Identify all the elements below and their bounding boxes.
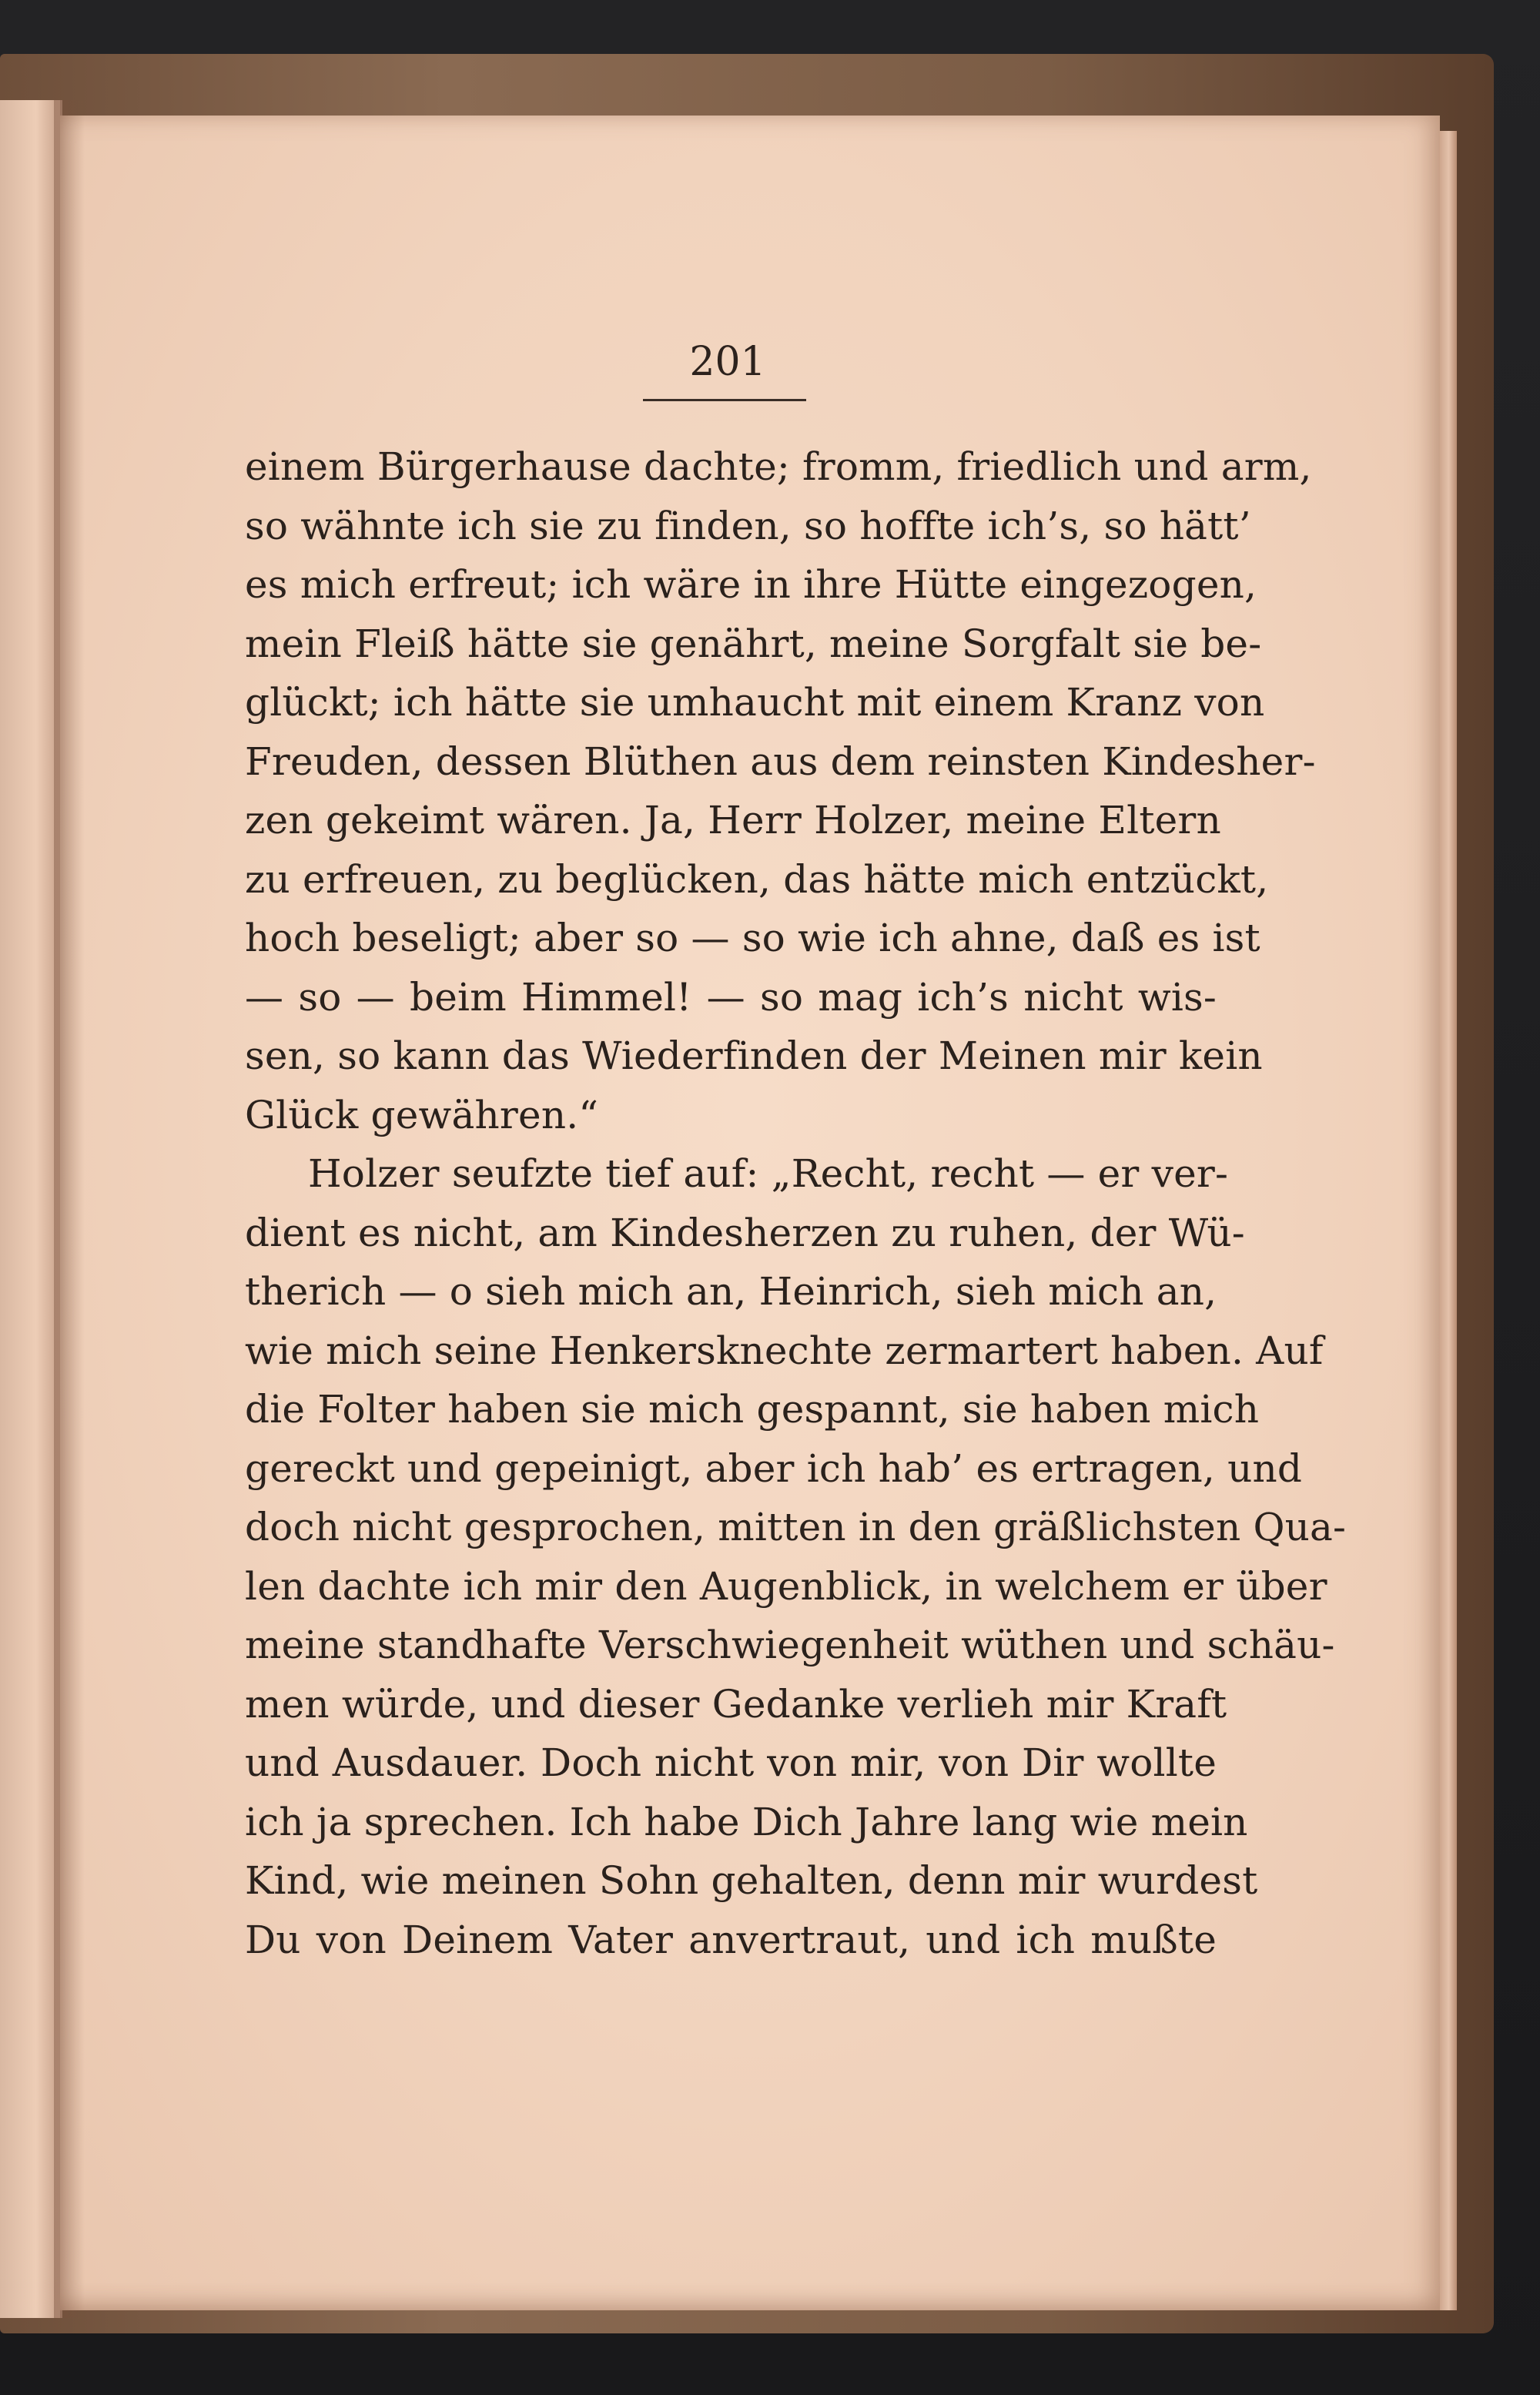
text-line: einem Bürgerhause dachte; fromm, friedlich und arm,: [245, 444, 1312, 489]
text-line: dient es nicht, am Kindesherzen zu ruhen, der Wü-: [245, 1210, 1245, 1255]
text-line: men würde, und dieser Gedanke verlieh mir Kraft: [245, 1681, 1227, 1727]
text-line: gereckt und gepeinigt, aber ich hab’ es ertragen, und: [245, 1445, 1303, 1491]
text-line: len dachte ich mir den Augenblick, in welchem er über: [245, 1563, 1327, 1609]
text-line: hoch beseligt; aber so — so wie ich ahne, daß es ist: [245, 916, 1260, 960]
text-line: so wähnte ich sie zu finden, so hoffte ich’s, so hätt’: [245, 503, 1251, 548]
text-line: Holzer seufzte tief auf: „Recht, recht — er ver-: [308, 1151, 1229, 1196]
text-line: sen, so kann das Wiederfinden der Meinen mir kein: [245, 1033, 1263, 1078]
text-line: und Ausdauer. Doch nicht von mir, von Dir wollte: [245, 1740, 1217, 1785]
page-number-rule: [643, 399, 806, 401]
text-line: die Folter haben sie mich gespannt, sie haben mich: [245, 1387, 1260, 1432]
text-line: therich — o sieh mich an, Heinrich, sieh mich an,: [245, 1269, 1217, 1314]
text-line: zu erfreuen, zu beglücken, das hätte mich entzückt,: [245, 856, 1269, 902]
text-line: es mich erfreut; ich wäre in ihre Hütte eingezogen,: [245, 562, 1257, 607]
text-line: doch nicht gesprochen, mitten in den gräßlichsten Qua-: [245, 1505, 1347, 1549]
spine-shadow: [54, 100, 85, 2318]
page-number: 201: [689, 339, 766, 385]
text-line: meine standhafte Verschwiegenheit wüthen und schäu-: [245, 1623, 1335, 1667]
text-line: mein Fleiß hätte sie genährt, meine Sorgfalt sie be-: [245, 621, 1262, 666]
text-line: — so — beim Himmel! — so mag ich’s nicht wis-: [245, 974, 1217, 1020]
text-line: Kind, wie meinen Sohn gehalten, denn mir wurdest: [245, 1858, 1258, 1903]
text-line: glückt; ich hätte sie umhaucht mit einem Kranz von: [245, 680, 1265, 725]
text-line: Freuden, dessen Blüthen aus dem reinsten Kindesher-: [245, 739, 1316, 784]
text-line: wie mich seine Henkersknechte zermartert haben. Auf: [245, 1328, 1324, 1373]
text-line: zen gekeimt wären. Ja, Herr Holzer, meine Eltern: [245, 798, 1221, 842]
text-line: Du von Deinem Vater anvertraut, und ich mußte: [245, 1917, 1217, 1962]
text-line: Glück gewähren.“: [245, 1092, 599, 1137]
text-line: ich ja sprechen. Ich habe Dich Jahre lang wie mein: [245, 1799, 1248, 1844]
left-page-edge: [0, 100, 62, 2318]
text-block: [245, 437, 1347, 1969]
